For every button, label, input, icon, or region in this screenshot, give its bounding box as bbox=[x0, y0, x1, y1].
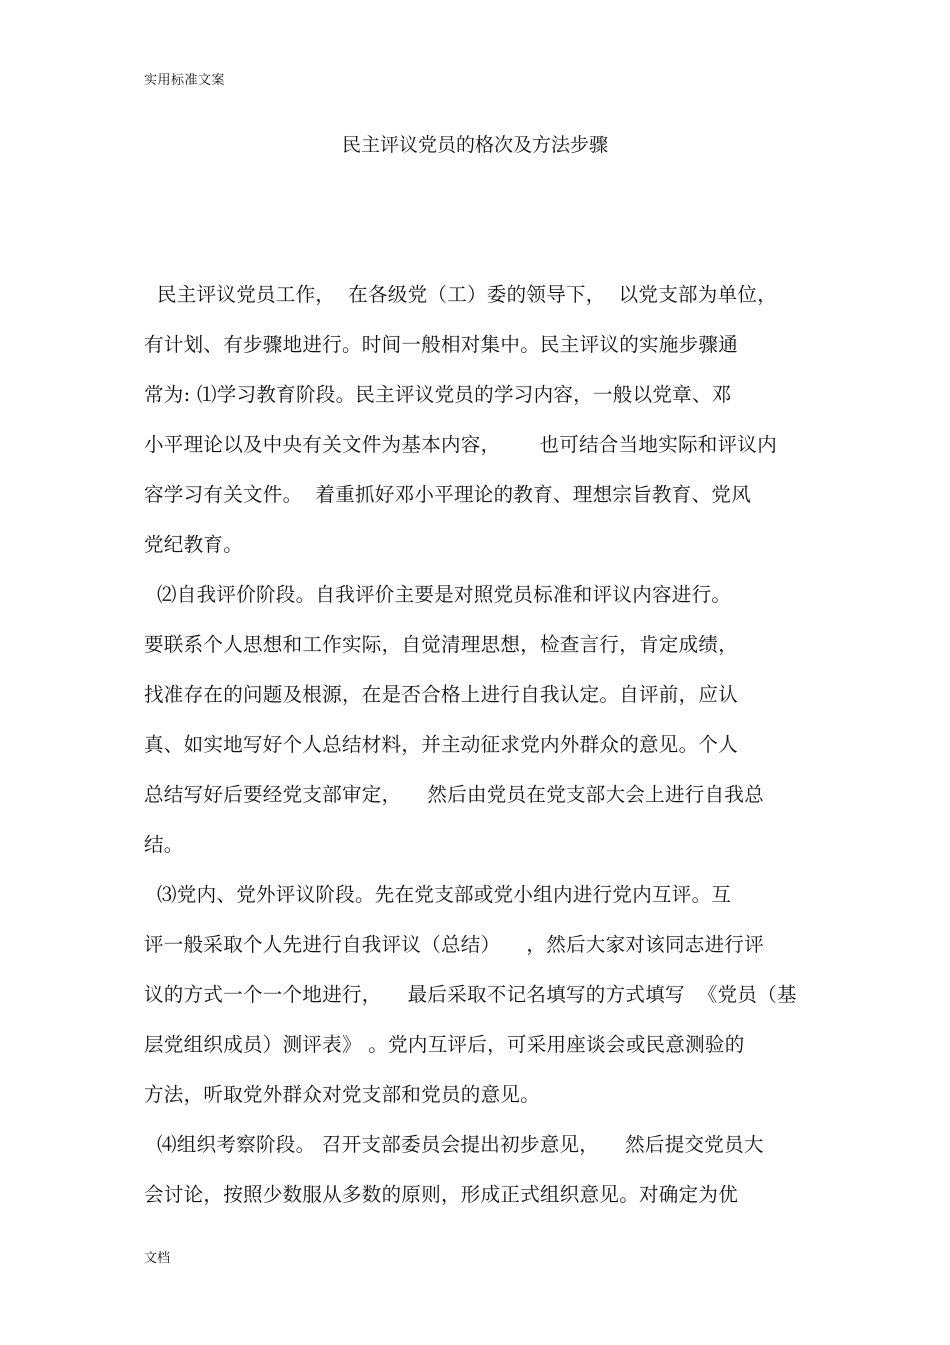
text-line: 容学习有关文件。 着重抓好邓小平理论的教育、理想宗旨教育、党风 bbox=[144, 483, 751, 506]
text-line: 常为: ⑴学习教育阶段。民主评议党员的学习内容，一般以党章、邓 bbox=[144, 383, 732, 406]
text-line: 会讨论，按照少数服从多数的原则，形成正式组织意见。对确定为优 bbox=[144, 1183, 739, 1206]
text-line: 民主评议党员工作， 在各级党（工）委的领导下， 以党支部为单位， bbox=[144, 283, 777, 306]
text-line: 总结写好后要经党支部审定， 然后由党员在党支部大会上进行自我总 bbox=[144, 783, 764, 806]
text-line: 真、如实地写好个人总结材料，并主动征求党内外群众的意见。个人 bbox=[144, 733, 739, 756]
document-title: 民主评议党员的格次及方法步骤 bbox=[341, 134, 608, 156]
text-line: 层党组织成员）测评表》 。党内互评后，可采用座谈会或民意测验的 bbox=[144, 1033, 745, 1056]
text-line: 党纪教育。 bbox=[144, 533, 244, 556]
text-line: ⑷组织考察阶段。 召开支部委员会提出初步意见， 然后提交党员大 bbox=[144, 1133, 764, 1156]
text-line: 评一般采取个人先进行自我评议（总结） ，然后大家对该同志进行评 bbox=[144, 933, 764, 956]
text-line: 方法，听取党外群众对党支部和党员的意见。 bbox=[144, 1083, 541, 1106]
page-footer: 文档 bbox=[144, 1251, 171, 1266]
text-line: 小平理论以及中央有关文件为基本内容， 也可结合当地实际和评议内 bbox=[144, 433, 777, 456]
text-line: 议的方式一个一个地进行， 最后采取不记名填写的方式填写 《党员（基 bbox=[144, 983, 797, 1006]
text-line: 有计划、有步骤地进行。时间一般相对集中。民主评议的实施步骤通 bbox=[144, 333, 739, 356]
text-line: 结。 bbox=[144, 833, 184, 856]
text-line: ⑵自我评价阶段。自我评价主要是对照党员标准和评议内容进行。 bbox=[144, 583, 732, 606]
page-header: 实用标准文案 bbox=[144, 73, 226, 88]
text-line: 找准存在的问题及根源，在是否合格上进行自我认定。自评前，应认 bbox=[144, 683, 739, 706]
text-line: ⑶党内、党外评议阶段。先在党支部或党小组内进行党内互评。互 bbox=[144, 883, 732, 906]
text-line: 要联系个人思想和工作实际，自觉清理思想，检查言行，肯定成绩， bbox=[144, 633, 739, 656]
